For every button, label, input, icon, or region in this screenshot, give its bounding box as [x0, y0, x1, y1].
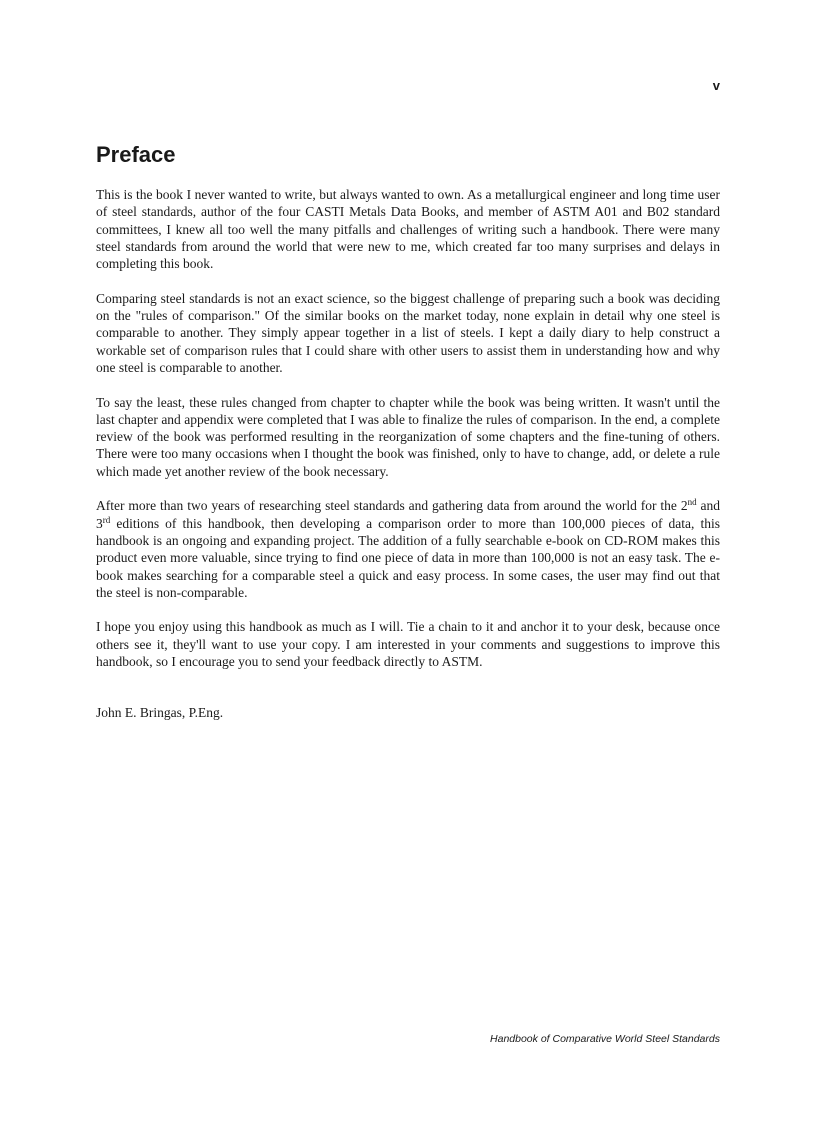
paragraph-3: To say the least, these rules changed from chapter to chapter while the book was being written. It wasn't until the last chapter and appendix were completed that I was able to finalize the rules of comparison. In the end, a complete review of the book was performed resulting in the reorganization of some chapters and the fine-tuning of others. There were too many occasions when I thought the book was finished, only to have to change, add, or delete a rule which made yet another review of the book necessary. — [96, 394, 720, 479]
page-number: v — [712, 78, 720, 93]
page-title: Preface — [96, 142, 176, 167]
paragraph-2: Comparing steel standards is not an exact science, so the biggest challenge of preparing such a book was deciding on the "rules of comparison." Of the similar books on the market today, none explain in detail why one steel is comparable to another. They simply appear together in a list of steels. I kept a daily diary to help construct a workable set of comparison rules that I could share with other users to assist them in understanding how and why one steel is comparable to another. — [96, 290, 720, 375]
ordinal-suffix-nd: nd — [687, 497, 697, 508]
paragraph-4-text-c: editions of this handbook, then developing a comparison order to more than 100,000 pieces of data, this handbook is an ongoing and expanding project. The addition of a fully searchable e-book on CD-ROM makes this product even more valuable, since trying to find one piece of data in more than 100,000 is not an easy task. The e-book makes searching for a comparable steel a quick and easy process. In some cases, the user may find out that the steel is non-comparable. — [96, 515, 720, 600]
paragraph-1: This is the book I never wanted to write, but always wanted to own. As a metallurgical engineer and long time user of steel standards, author of the four CASTI Metals Data Books, and member of ASTM A01 and B02 standard committees, I knew all too well the many pitfalls and challenges of writing such a handbook. There were many steel standards from around the world that were new to me, which created far too many surprises and delays in completing this book. — [96, 187, 720, 272]
preface-body — [96, 186, 720, 722]
paragraph-4-text-a: After more than two years of researching steel standards and gathering data from around the world for the 2 — [96, 498, 688, 514]
paragraph-4-text-b: and 3 — [96, 498, 720, 531]
paragraph-4 — [96, 497, 720, 601]
paragraph-5: I hope you enjoy using this handbook as much as I will. Tie a chain to it and anchor it to your desk, because once others see it, they'll want to use your copy. I am interested in your comments and suggestions to improve this handbook, so I encourage you to send your feedback directly to ASTM. — [96, 619, 720, 670]
ordinal-suffix-rd: rd — [102, 514, 111, 525]
running-footer: Handbook of Comparative World Steel Standards — [490, 1033, 720, 1045]
author-signature: John E. Bringas, P.Eng. — [96, 705, 224, 721]
